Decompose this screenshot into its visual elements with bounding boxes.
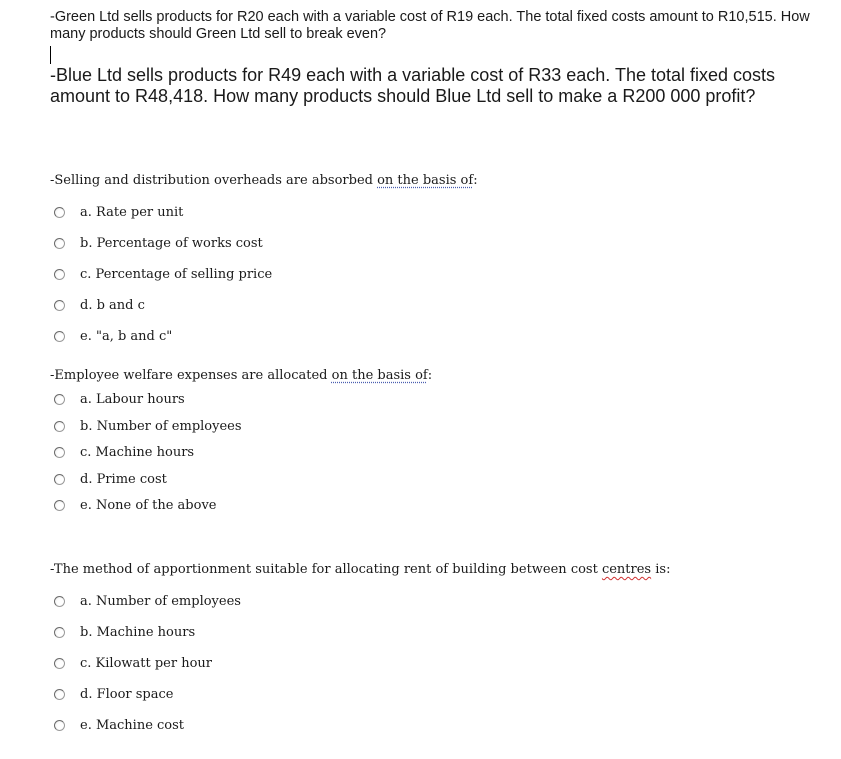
radio-button[interactable] (54, 474, 65, 485)
radio-button[interactable] (54, 596, 65, 607)
question-blue-ltd: -Blue Ltd sells products for R49 each with a variable cost of R33 each. The total fixed costs amount to R48,418. How many products should Blue Ltd sell to make a R200 000 profit? (50, 65, 776, 106)
question-text: -Employee welfare expenses are allocated (50, 368, 332, 383)
radio-button[interactable] (54, 300, 65, 311)
selling-option-c[interactable]: c. Percentage of selling price (54, 265, 272, 283)
welfare-option-d[interactable]: d. Prime cost (54, 470, 167, 488)
question-suffix: is: (651, 562, 671, 577)
radio-button[interactable] (54, 238, 65, 249)
radio-button[interactable] (54, 331, 65, 342)
question-employee-welfare (50, 368, 432, 383)
rent-option-b[interactable]: b. Machine hours (54, 623, 195, 641)
question-rent-apportionment (50, 562, 670, 577)
question-underlined-text: on the basis of (377, 173, 474, 188)
welfare-option-e[interactable]: e. None of the above (54, 496, 217, 514)
welfare-option-c[interactable]: c. Machine hours (54, 443, 194, 461)
question-underlined-text: centres (601, 562, 652, 577)
selling-option-b[interactable]: b. Percentage of works cost (54, 234, 263, 252)
radio-button[interactable] (54, 627, 65, 638)
welfare-option-a[interactable]: a. Labour hours (54, 390, 185, 408)
radio-button[interactable] (54, 207, 65, 218)
selling-option-a[interactable]: a. Rate per unit (54, 203, 183, 221)
question-selling-overheads (50, 173, 478, 188)
question-text: -Selling and distribution overheads are absorbed (50, 173, 378, 188)
question-suffix: : (473, 173, 478, 188)
question-green-ltd: -Green Ltd sells products for R20 each with a variable cost of R19 each. The total fixed costs amount to R10,515. How many products should Green Ltd sell to break even? (50, 9, 810, 42)
question-underlined-text: on the basis of (331, 368, 428, 383)
question-suffix: : (427, 368, 433, 383)
radio-button[interactable] (54, 689, 65, 700)
radio-button[interactable] (54, 500, 65, 511)
rent-option-c[interactable]: c. Kilowatt per hour (54, 654, 212, 672)
radio-button[interactable] (54, 269, 65, 280)
rent-option-a[interactable]: a. Number of employees (54, 592, 241, 610)
rent-option-d[interactable]: d. Floor space (54, 685, 173, 703)
radio-button[interactable] (54, 658, 65, 669)
radio-button[interactable] (54, 421, 65, 432)
selling-option-e[interactable]: e. "a, b and c" (54, 327, 172, 345)
question-text: -The method of apportionment suitable for allocating rent of building between cost (50, 562, 602, 577)
radio-button[interactable] (54, 447, 65, 458)
radio-button[interactable] (54, 394, 65, 405)
welfare-option-b[interactable]: b. Number of employees (54, 417, 242, 435)
selling-option-d[interactable]: d. b and c (54, 296, 145, 314)
text-cursor (50, 46, 51, 64)
rent-option-e[interactable]: e. Machine cost (54, 716, 184, 734)
radio-button[interactable] (54, 720, 65, 731)
